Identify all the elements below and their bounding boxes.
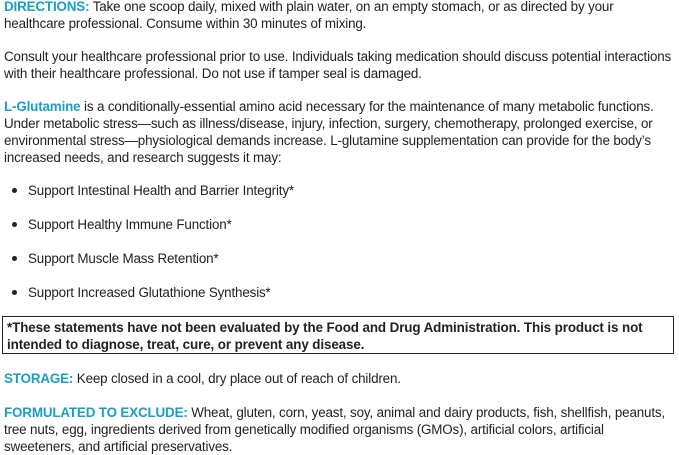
exclude-paragraph (4, 404, 676, 455)
bullet-dot-icon (12, 188, 17, 193)
benefit-text: Support Muscle Mass Retention* (28, 251, 219, 266)
storage-text: Keep closed in a cool, dry place out of reach of children. (73, 371, 401, 386)
glutamine-label: L-Glutamine (4, 99, 81, 114)
directions-label: DIRECTIONS: (4, 0, 90, 14)
bullet-dot-icon (12, 290, 17, 295)
consult-paragraph (4, 48, 676, 82)
bullet-dot-icon (12, 222, 17, 227)
fda-disclaimer-text: *These statements have not been evaluated by the Food and Drug Administration. This product is not intended to diagnose, treat, cure, or prevent any disease. (7, 320, 643, 352)
glutamine-text: is a conditionally-essential amino acid necessary for the maintenance of many metabolic functions. Under metabolic stress—such as illness/disease, injury, infection, surgery, chemotherapy, prolonged exercise, or environmental stress—physiological demands increase. L-glutamine supplementation can provide for the body’s increased needs, and research suggests it may: (4, 99, 654, 165)
consult-text: Consult your healthcare professional prior to use. Individuals taking medication should discuss potential interactions with their healthcare professional. Do not use if tamper seal is damaged. (4, 49, 672, 81)
benefit-text: Support Increased Glutathione Synthesis* (28, 285, 271, 300)
exclude-text: Wheat, gluten, corn, yeast, soy, animal and dairy products, fish, shellfish, peanuts, tree nuts, egg, ingredients derived from genetically modified organisms (GMOs), artificial colors, artificial sweeteners, and artificial preservatives. (4, 405, 666, 454)
directions-paragraph (4, 0, 676, 32)
glutamine-paragraph (4, 98, 676, 166)
storage-label: STORAGE: (4, 371, 74, 386)
benefit-text: Support Intestinal Health and Barrier Integrity* (28, 183, 294, 198)
directions-text: Take one scoop daily, mixed with plain water, on an empty stomach, or as directed by your healthcare professional. Consume within 30 minutes of mixing. (4, 0, 614, 31)
benefit-item (4, 250, 219, 267)
bullet-dot-icon (12, 256, 17, 261)
benefit-item (4, 284, 271, 301)
storage-paragraph (4, 370, 676, 387)
fda-disclaimer-box (2, 316, 674, 354)
benefit-item (4, 182, 294, 199)
exclude-label: FORMULATED TO EXCLUDE: (4, 405, 188, 420)
benefit-text: Support Healthy Immune Function* (28, 217, 232, 232)
benefit-item (4, 216, 232, 233)
